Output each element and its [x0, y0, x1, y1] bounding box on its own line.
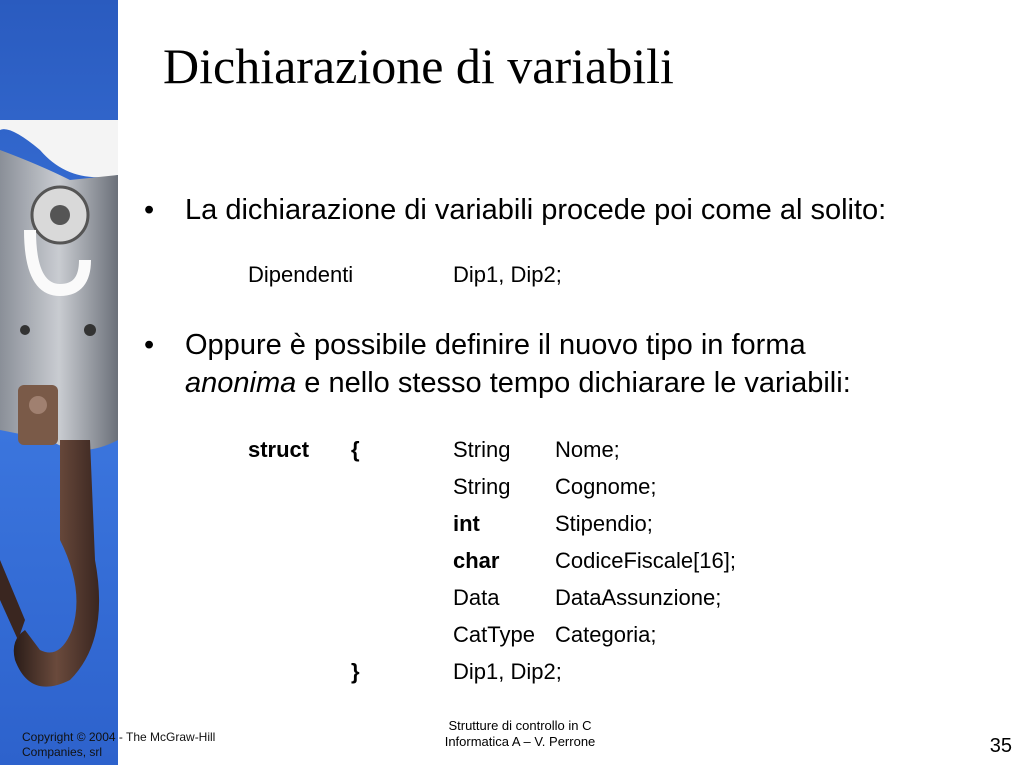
- copyright-line1: Copyright © 2004 - The McGraw-Hill: [22, 730, 216, 744]
- field-type: int: [453, 511, 480, 536]
- close-brace: }: [351, 659, 360, 684]
- field-type: String: [453, 474, 511, 499]
- example2-vars: Dip1, Dip2;: [453, 659, 562, 684]
- bullet-1-text: La dichiarazione di variabili procede poi come al solito:: [185, 194, 887, 226]
- example1-vars: Dip1, Dip2;: [453, 262, 562, 287]
- page-number: 35: [989, 735, 1012, 757]
- bullet-2-line2: [185, 365, 851, 402]
- course-line2: Informatica A – V. Perrone: [444, 734, 596, 749]
- bullet-marker: •: [144, 329, 155, 361]
- field-type: Data: [453, 585, 500, 610]
- bullet-marker: •: [144, 194, 155, 226]
- field-type: CatType: [453, 622, 535, 647]
- crane-hook-image: [0, 0, 118, 765]
- field-name: Nome;: [555, 437, 620, 462]
- field-type: String: [453, 437, 511, 462]
- open-brace: {: [351, 437, 360, 462]
- field-type: char: [453, 548, 500, 573]
- field-name: Stipendio;: [555, 511, 653, 536]
- bullet-2-line1: Oppure è possibile definire il nuovo tipo in forma: [185, 329, 806, 361]
- example1-type: Dipendenti: [248, 262, 354, 287]
- bullet-2-line2-rest: e nello stesso tempo dichiarare le variabili:: [296, 367, 851, 399]
- field-name: CodiceFiscale[16];: [555, 548, 736, 573]
- field-name: Cognome;: [555, 474, 657, 499]
- bullet-2-italic: anonima: [185, 367, 297, 399]
- struct-keyword: struct: [248, 437, 310, 462]
- course-line1: Strutture di controllo in C: [448, 718, 592, 733]
- field-name: DataAssunzione;: [555, 585, 722, 610]
- copyright-line2: Companies, srl: [22, 745, 103, 759]
- slide-title: Dichiarazione di variabili: [163, 38, 674, 94]
- field-name: Categoria;: [555, 622, 657, 647]
